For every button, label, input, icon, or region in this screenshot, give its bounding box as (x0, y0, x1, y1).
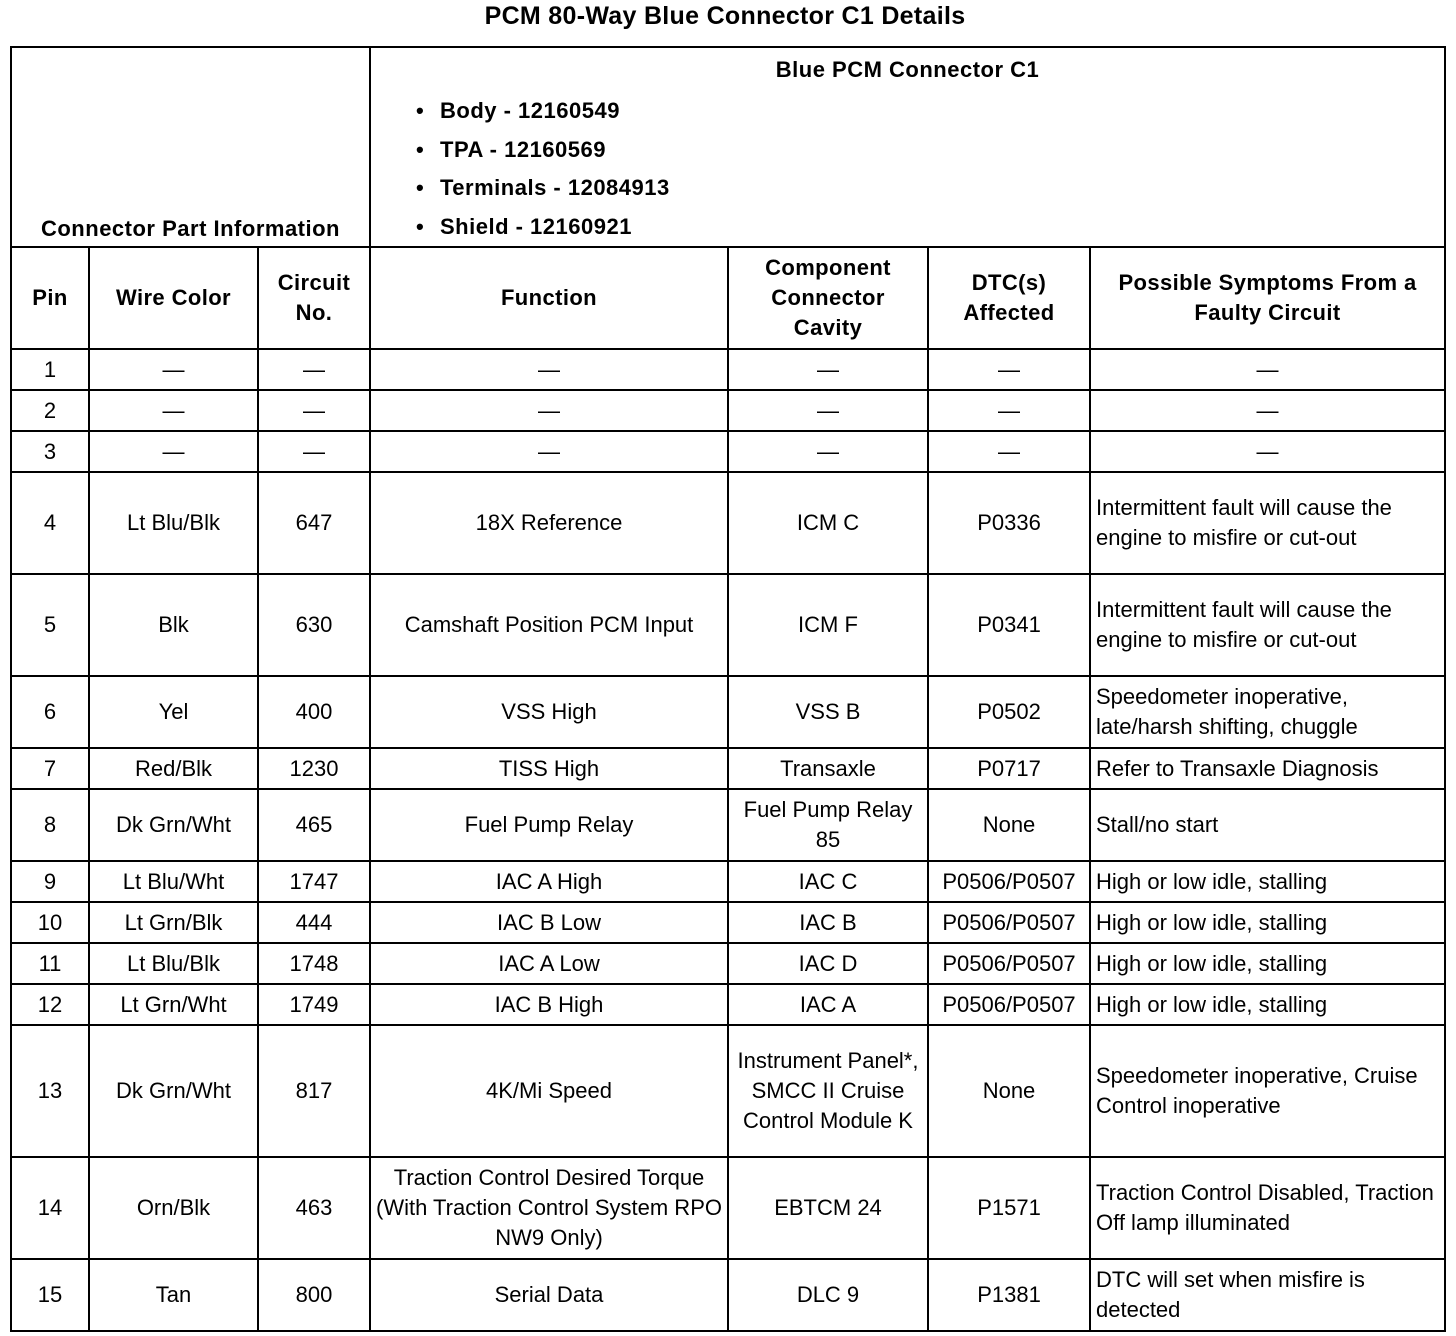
table-row (11, 943, 1445, 984)
pin-rows (11, 349, 1445, 1331)
symptom-cell: High or low idle, stalling (1090, 984, 1445, 1025)
dtc-cell: None (928, 1025, 1090, 1157)
symptom-cell: — (1090, 431, 1445, 472)
wire-color-cell: Tan (89, 1259, 258, 1331)
connector-table (10, 46, 1446, 1332)
dtc-cell: — (928, 349, 1090, 390)
function-cell: TISS High (370, 748, 728, 789)
symptom-cell: Traction Control Disabled, Traction Off lamp illuminated (1090, 1157, 1445, 1259)
wire-color-cell: Dk Grn/Wht (89, 1025, 258, 1157)
function-cell: Fuel Pump Relay (370, 789, 728, 861)
table-row (11, 676, 1445, 748)
symptom-cell: — (1090, 349, 1445, 390)
cavity-cell: ICM C (728, 472, 928, 574)
symptom-cell: Speedometer inoperative, Cruise Control inoperative (1090, 1025, 1445, 1157)
dtc-cell: P0506/P0507 (928, 902, 1090, 943)
wire-color-cell: Orn/Blk (89, 1157, 258, 1259)
symptom-cell: DTC will set when misfire is detected (1090, 1259, 1445, 1331)
symptom-cell: Intermittent fault will cause the engine to misfire or cut-out (1090, 472, 1445, 574)
wire-color-cell: Lt Grn/Wht (89, 984, 258, 1025)
dtc-cell: P0341 (928, 574, 1090, 676)
symptom-cell: — (1090, 390, 1445, 431)
pin-cell: 6 (11, 676, 89, 748)
pin-cell: 7 (11, 748, 89, 789)
connector-part-label: Connector Part Information (11, 47, 370, 247)
cavity-cell: — (728, 349, 928, 390)
header-symptoms: Possible Symptoms From a Faulty Circuit (1090, 247, 1445, 349)
dtc-cell: P0336 (928, 472, 1090, 574)
header-function: Function (370, 247, 728, 349)
cavity-cell: DLC 9 (728, 1259, 928, 1331)
wire-color-cell: — (89, 349, 258, 390)
function-cell: IAC B Low (370, 902, 728, 943)
circuit-cell: 630 (258, 574, 370, 676)
pin-cell: 8 (11, 789, 89, 861)
wire-color-cell: Lt Blu/Wht (89, 861, 258, 902)
dtc-cell: P0506/P0507 (928, 984, 1090, 1025)
pin-cell: 1 (11, 349, 89, 390)
circuit-cell: 1749 (258, 984, 370, 1025)
connector-name: Blue PCM Connector C1 (775, 57, 1040, 82)
cavity-cell: — (728, 431, 928, 472)
part-terminals: • Terminals - 12084913 (416, 169, 1439, 208)
table-row (11, 902, 1445, 943)
wire-color-cell: Lt Blu/Blk (89, 472, 258, 574)
page-title: PCM 80-Way Blue Connector C1 Details (484, 2, 966, 30)
wire-color-cell: — (89, 431, 258, 472)
symptom-cell: High or low idle, stalling (1090, 861, 1445, 902)
dtc-cell: — (928, 431, 1090, 472)
wire-color-cell: Blk (89, 574, 258, 676)
symptom-cell: Speedometer inoperative, late/harsh shifting, chuggle (1090, 676, 1445, 748)
connector-parts-list (376, 92, 1439, 246)
wire-color-cell: Lt Grn/Blk (89, 902, 258, 943)
function-cell: — (370, 431, 728, 472)
function-cell: IAC A Low (370, 943, 728, 984)
pin-cell: 10 (11, 902, 89, 943)
dtc-cell: None (928, 789, 1090, 861)
circuit-cell: 465 (258, 789, 370, 861)
symptom-cell: Stall/no start (1090, 789, 1445, 861)
circuit-cell: — (258, 390, 370, 431)
table-row (11, 789, 1445, 861)
circuit-cell: — (258, 349, 370, 390)
function-cell: 18X Reference (370, 472, 728, 574)
cavity-cell: — (728, 390, 928, 431)
dtc-cell: — (928, 390, 1090, 431)
circuit-cell: 1748 (258, 943, 370, 984)
pin-cell: 12 (11, 984, 89, 1025)
wire-color-cell: Yel (89, 676, 258, 748)
header-wire-color: Wire Color (89, 247, 258, 349)
symptom-cell: High or low idle, stalling (1090, 902, 1445, 943)
table-row (11, 349, 1445, 390)
header-pin: Pin (11, 247, 89, 349)
function-cell: Traction Control Desired Torque (With Traction Control System RPO NW9 Only) (370, 1157, 728, 1259)
cavity-cell: IAC A (728, 984, 928, 1025)
connector-part-row (11, 47, 1445, 247)
pin-cell: 14 (11, 1157, 89, 1259)
dtc-cell: P1381 (928, 1259, 1090, 1331)
dtc-cell: P0717 (928, 748, 1090, 789)
pin-cell: 11 (11, 943, 89, 984)
circuit-cell: 647 (258, 472, 370, 574)
function-cell: IAC B High (370, 984, 728, 1025)
column-header-row (11, 247, 1445, 349)
table-row (11, 1157, 1445, 1259)
symptom-cell: Refer to Transaxle Diagnosis (1090, 748, 1445, 789)
table-row (11, 431, 1445, 472)
table-row (11, 748, 1445, 789)
cavity-cell: IAC C (728, 861, 928, 902)
symptom-cell: High or low idle, stalling (1090, 943, 1445, 984)
cavity-cell: IAC D (728, 943, 928, 984)
circuit-cell: 800 (258, 1259, 370, 1331)
function-cell: 4K/Mi Speed (370, 1025, 728, 1157)
cavity-cell: Instrument Panel*, SMCC II Cruise Control Module K (728, 1025, 928, 1157)
pin-cell: 3 (11, 431, 89, 472)
circuit-cell: 817 (258, 1025, 370, 1157)
table-row (11, 574, 1445, 676)
circuit-cell: 444 (258, 902, 370, 943)
table-row (11, 1259, 1445, 1331)
table-row (11, 390, 1445, 431)
cavity-cell: VSS B (728, 676, 928, 748)
cavity-cell: EBTCM 24 (728, 1157, 928, 1259)
dtc-cell: P0506/P0507 (928, 943, 1090, 984)
cavity-cell: Transaxle (728, 748, 928, 789)
pin-cell: 15 (11, 1259, 89, 1331)
dtc-cell: P0506/P0507 (928, 861, 1090, 902)
wire-color-cell: Red/Blk (89, 748, 258, 789)
dtc-cell: P1571 (928, 1157, 1090, 1259)
function-cell: IAC A High (370, 861, 728, 902)
circuit-cell: 400 (258, 676, 370, 748)
header-circuit: Circuit No. (258, 247, 370, 349)
table-row (11, 984, 1445, 1025)
function-cell: — (370, 390, 728, 431)
pin-cell: 13 (11, 1025, 89, 1157)
function-cell: VSS High (370, 676, 728, 748)
wire-color-cell: Lt Blu/Blk (89, 943, 258, 984)
function-cell: — (370, 349, 728, 390)
wire-color-cell: — (89, 390, 258, 431)
part-shield: • Shield - 12160921 (416, 208, 1439, 247)
part-body: • Body - 12160549 (416, 92, 1439, 131)
function-cell: Camshaft Position PCM Input (370, 574, 728, 676)
cavity-cell: ICM F (728, 574, 928, 676)
cavity-cell: IAC B (728, 902, 928, 943)
dtc-cell: P0502 (928, 676, 1090, 748)
function-cell: Serial Data (370, 1259, 728, 1331)
circuit-cell: 1747 (258, 861, 370, 902)
part-tpa: • TPA - 12160569 (416, 131, 1439, 170)
cavity-cell: Fuel Pump Relay 85 (728, 789, 928, 861)
table-row (11, 861, 1445, 902)
connector-part-info (370, 47, 1445, 247)
circuit-cell: 1230 (258, 748, 370, 789)
circuit-cell: — (258, 431, 370, 472)
pin-cell: 9 (11, 861, 89, 902)
pin-cell: 5 (11, 574, 89, 676)
header-dtc: DTC(s) Affected (928, 247, 1090, 349)
table-row (11, 472, 1445, 574)
table-row (11, 1025, 1445, 1157)
wire-color-cell: Dk Grn/Wht (89, 789, 258, 861)
header-cavity: Component Connector Cavity (728, 247, 928, 349)
circuit-cell: 463 (258, 1157, 370, 1259)
pin-cell: 4 (11, 472, 89, 574)
symptom-cell: Intermittent fault will cause the engine to misfire or cut-out (1090, 574, 1445, 676)
pin-cell: 2 (11, 390, 89, 431)
